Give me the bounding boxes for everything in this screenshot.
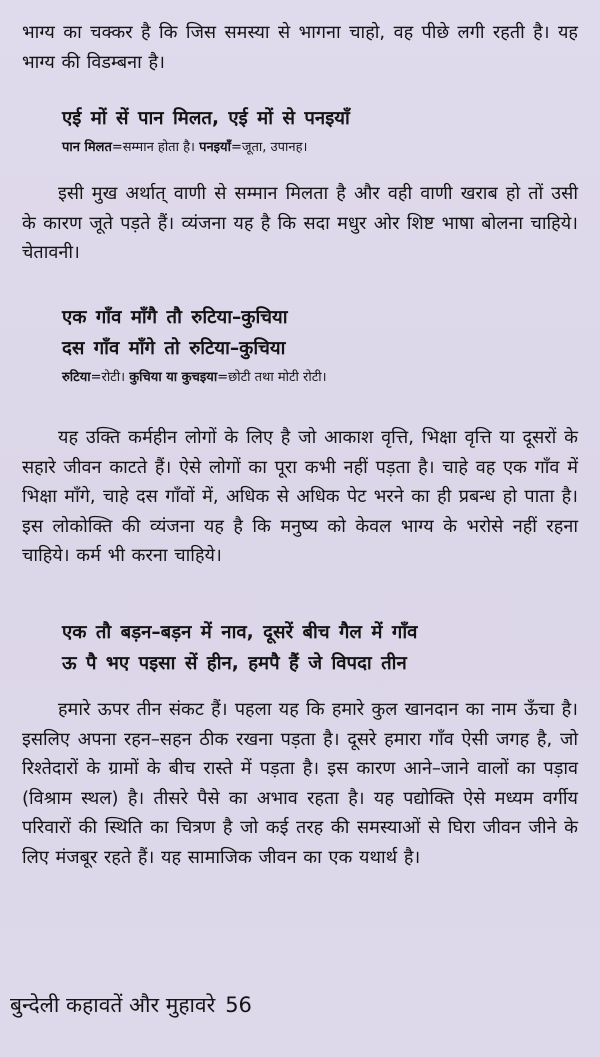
proverb-line: एई मों सें पान मिलत, एई मों से पनइयाँ: [62, 108, 350, 129]
paragraph-explanation-3: हमारे ऊपर तीन संकट हैं। पहला यह कि हमारे कुल खानदान का नाम ऊँचा है। इसलिए अपना रहन–सहन ठीक रखना पड़ता है। दूसरे हमारा गाँव ऐसी जगह है, जो रिश्तेदारों के ग्रामों के बीच रास्ते में पड़ता है। इस कारण आने–जाने वालों का पड़ाव (विश्राम स्थल) है। तीसरे पैसे का अभाव रहता है। यह पद्योक्ति ऐसे मध्यम वर्गीय परिवारों की स्थिति का चित्रण है जो कई तरह की समस्याओं से घिरा जीवन जीने के लिए मंजबूर रहते हैं। यह सामाजिक जीवन का एक यथार्थ है।: [22, 699, 578, 868]
gloss-definition: =रोटी।: [90, 370, 126, 385]
gloss-term: पान मिलत: [62, 140, 112, 155]
gloss-term: रुटिया: [62, 370, 91, 385]
proverb-block-2: [62, 302, 578, 388]
gloss-term: पनइयाँ: [199, 140, 231, 155]
proverb-gloss: [62, 368, 578, 388]
proverb-block-1: [62, 103, 578, 158]
page-footer: [10, 990, 252, 1020]
gloss-term: कुचिया या कुचइया: [129, 370, 218, 385]
book-title: बुन्देली कहावतें और मुहावरे: [10, 993, 216, 1017]
paragraph-intro: भाग्य का चक्कर है कि जिस समस्या से भागना चाहो, वह पीछे लगी रहती है। यह भाग्य की विडम्बना है।: [22, 22, 578, 73]
proverb-line: ऊ पै भए पइसा सें हीन, हमपै हैं जे विपदा तीन: [62, 653, 407, 674]
gloss-definition: =सम्मान होता है।: [111, 140, 195, 155]
proverb-gloss: [62, 138, 578, 158]
proverb-line: एक गाँव माँगै तौ रुटिया–कुचिया: [62, 307, 288, 328]
paragraph-explanation-1: इसी मुख अर्थात् वाणी से सम्मान मिलता है और वही वाणी खराब हो तों उसी के कारण जूते पड़ते हैं। व्यंजना यह है कि सदा मधुर ओर शिष्ट भाषा बोलना चाहिये। चेतावनी।: [22, 183, 578, 263]
page-number: 56: [225, 993, 252, 1017]
proverb-line: एक तौ बड़न–बड़न में नाव, दूसरें बीच गैल में गाँव: [62, 622, 418, 643]
paragraph-explanation-2: यह उक्ति कर्महीन लोगों के लिए है जो आकाश वृत्ति, भिक्षा वृत्ति या दूसरों के सहारे जीवन काटते हैं। ऐसे लोगों का पूरा कभी नहीं पड़ता है। चाहे वह एक गाँव में भिक्षा माँगे, चाहे दस गाँवों में, अधिक से अधिक पेट भरने का ही प्रबन्ध हो पाता है। इस लोकोक्ति की व्यंजना यह है कि मनुष्य को केवल भाग्य के भरोसे नहीं रहना चाहिये। कर्म भी करना चाहिये।: [22, 427, 578, 566]
gloss-definition: =जूता, उपानह।: [230, 140, 308, 155]
proverb-block-3: [62, 617, 578, 679]
proverb-line: दस गाँव माँगे तो रुटिया–कुचिया: [62, 338, 286, 359]
gloss-definition: =छोटी तथा मोटी रोटी।: [217, 370, 327, 385]
